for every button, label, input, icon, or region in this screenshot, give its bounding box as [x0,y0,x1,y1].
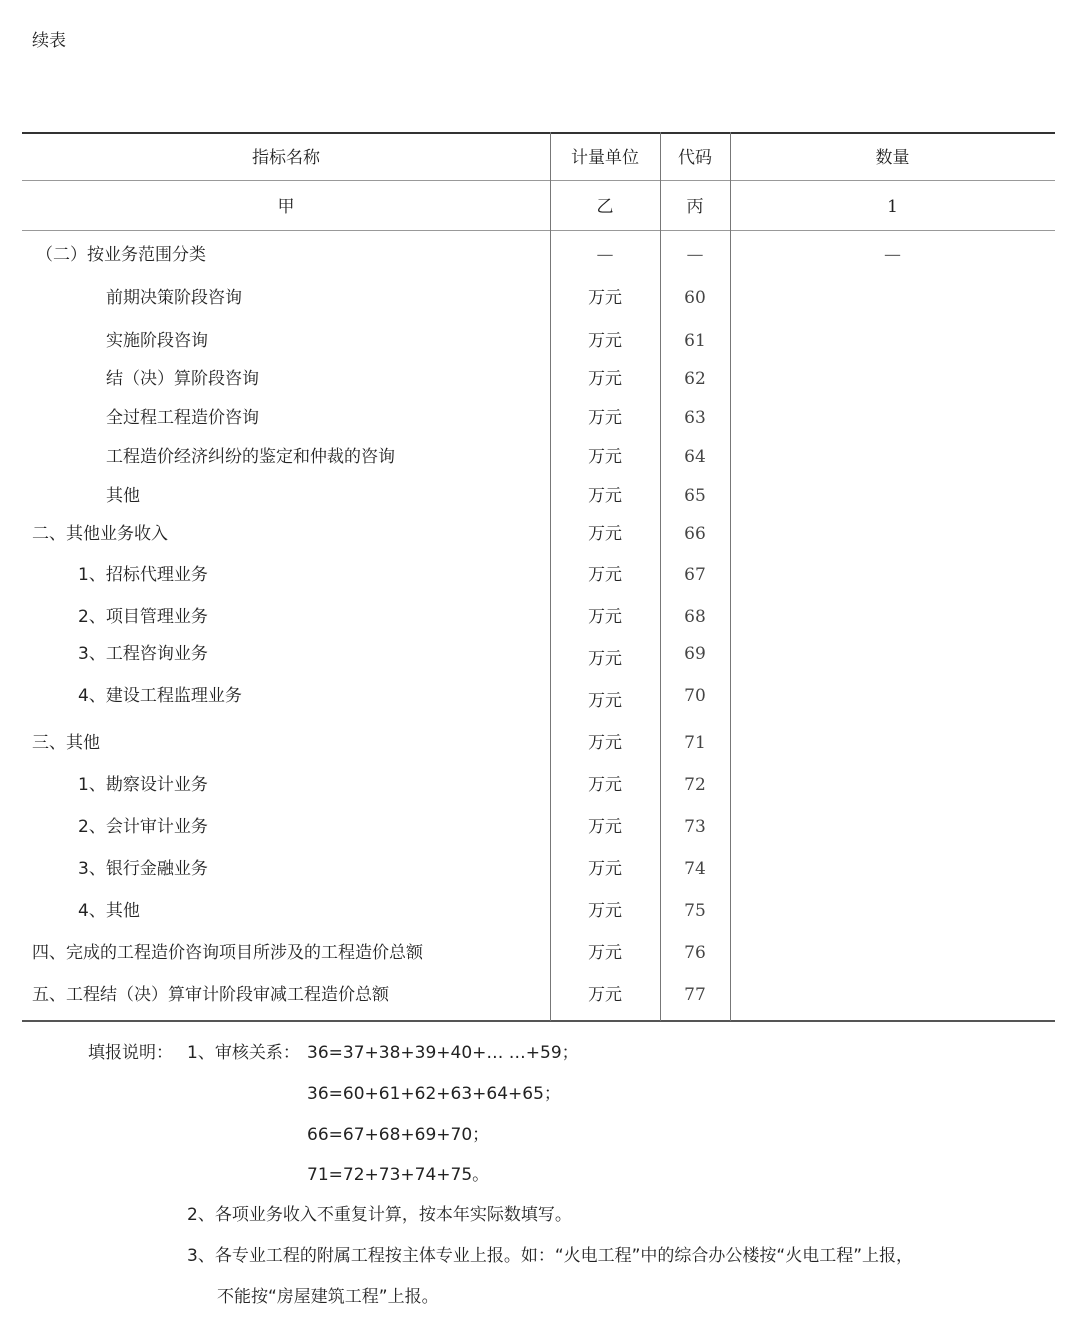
row-name: 4、其他 [78,901,140,921]
column-divider [730,132,731,1021]
row-code: 69 [684,644,706,664]
header-qty: 数量 [875,148,910,168]
row-name: 五、工程结（决）算审计阶段审减工程造价总额 [32,985,389,1005]
row-unit: 万元 [588,901,622,921]
row-name: 2、会计审计业务 [78,817,208,837]
row-unit: 万元 [588,524,622,544]
subheader-name: 甲 [277,197,295,217]
note-2: 2、各项业务收入不重复计算，按本年实际数填写。 [187,1205,572,1225]
row-code: 67 [684,565,706,585]
row-unit: 万元 [588,691,622,711]
table-bottom-rule [22,1020,1055,1022]
row-name: 4、建设工程监理业务 [78,686,242,706]
header-name: 指标名称 [252,148,320,168]
header-unit: 计量单位 [571,148,639,168]
row-name: 工程造价经济纠纷的鉴定和仲裁的咨询 [106,447,395,467]
row-code: — [686,245,704,265]
row-unit: 万元 [588,331,622,351]
note-1-prefix: 1、审核关系： [187,1043,300,1063]
row-code: 63 [684,408,706,428]
header-code: 代码 [678,148,712,168]
note-3: 3、各专业工程的附属工程按主体专业上报。如：“火电工程”中的综合办公楼按“火电工程”上报， [187,1246,914,1266]
note-3-continued: 不能按“房屋建筑工程”上报。 [217,1287,439,1307]
row-name: 四、完成的工程造价咨询项目所涉及的工程造价总额 [32,943,423,963]
row-code: 76 [684,943,706,963]
row-name: 其他 [106,486,140,506]
row-code: 66 [684,524,706,544]
row-code: 70 [684,686,706,706]
notes-label: 填报说明： [88,1043,173,1063]
row-unit: 万元 [588,565,622,585]
row-name: （二）按业务范围分类 [36,245,206,265]
subheader-code: 丙 [686,197,704,217]
row-code: 61 [684,331,706,351]
row-name: 1、勘察设计业务 [78,775,208,795]
continued-label: 续表 [32,31,66,51]
row-code: 71 [684,733,706,753]
row-code: 72 [684,775,706,795]
note-1-formula: 36=37+38+39+40+… …+59； [307,1043,579,1063]
row-unit: 万元 [588,649,622,669]
row-code: 77 [684,985,706,1005]
row-unit: 万元 [588,859,622,879]
subheader-divider [22,230,1055,231]
row-unit: 万元 [588,817,622,837]
subheader-unit: 乙 [596,197,614,217]
row-code: 65 [684,486,706,506]
row-name: 2、项目管理业务 [78,607,208,627]
row-unit: 万元 [588,447,622,467]
row-name: 实施阶段咨询 [106,331,208,351]
row-code: 73 [684,817,706,837]
row-unit: 万元 [588,775,622,795]
row-name: 前期决策阶段咨询 [106,288,242,308]
row-name: 全过程工程造价咨询 [106,408,259,428]
row-name: 1、招标代理业务 [78,565,208,585]
row-code: 75 [684,901,706,921]
row-code: 64 [684,447,706,467]
row-code: 60 [684,288,706,308]
row-qty: — [884,245,901,265]
row-unit: 万元 [588,943,622,963]
note-1-formula: 71=72+73+74+75。 [307,1165,490,1185]
row-code: 68 [684,607,706,627]
row-unit: 万元 [588,408,622,428]
row-unit: 万元 [588,607,622,627]
subheader-qty: 1 [887,197,898,217]
row-name: 二、其他业务收入 [32,524,168,544]
row-unit: 万元 [588,288,622,308]
row-name: 三、其他 [32,733,100,753]
note-1-formula: 66=67+68+69+70； [307,1125,490,1145]
row-unit: 万元 [588,369,622,389]
row-name: 3、工程咨询业务 [78,644,208,664]
row-unit: 万元 [588,486,622,506]
row-unit: 万元 [588,985,622,1005]
row-code: 74 [684,859,706,879]
table-top-rule [22,132,1055,134]
row-name: 结（决）算阶段咨询 [106,369,259,389]
note-1-formula: 36=60+61+62+63+64+65； [307,1084,561,1104]
row-code: 62 [684,369,706,389]
row-unit: 万元 [588,733,622,753]
row-name: 3、银行金融业务 [78,859,208,879]
header-divider [22,180,1055,181]
row-unit: — [596,245,614,265]
